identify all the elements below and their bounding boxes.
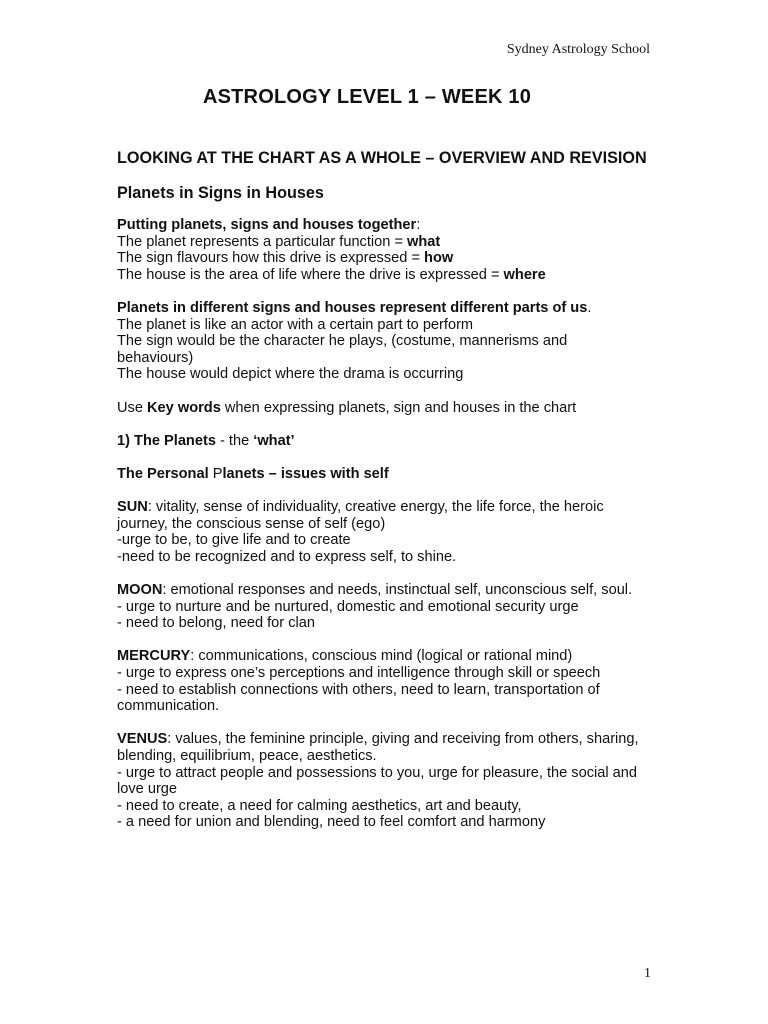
page-title: ASTROLOGY LEVEL 1 – WEEK 10 [202, 86, 532, 108]
different-parts-block [117, 300, 647, 383]
list-item: - a need for union and blending, need to feel comfort and harmony [117, 814, 546, 831]
list-item: The house is the area of life where the drive is expressed = where [117, 266, 546, 283]
different-parts-heading: Planets in different signs and houses represent different parts of us. [117, 299, 592, 316]
planet-entry-venus: VENUS: values, the feminine principle, giving and receiving from others, sharing, blending, equilibrium, peace, aesthetics. - urge to attract people and possessions to you, urge for pleasure, the social and love urge - need to create, a need for calming aesthetics, art and beauty, - a need for union and blending, need to feel comfort and harmony [117, 731, 647, 831]
page-number: 1 [644, 966, 651, 981]
document-body [117, 149, 647, 848]
putting-together-label: Putting planets, signs and houses together [117, 217, 417, 233]
list-item: - urge to express one’s perceptions and intelligence through skill or speech [117, 665, 601, 682]
personal-planets-heading: The Personal Planets – issues with self [117, 465, 389, 482]
list-item: The house would depict where the drama is occurring [117, 366, 464, 383]
list-item: The planet is like an actor with a certain part to perform [117, 316, 474, 333]
planets-heading: 1) The Planets - the ‘what’ [117, 432, 295, 449]
list-item: - urge to attract people and possessions to you, urge for pleasure, the social and love urge [117, 764, 638, 798]
planet-name: SUN [117, 499, 148, 516]
list-item: - need to establish connections with others, need to learn, transportation of communication. [117, 681, 600, 715]
list-item: -urge to be, to give life and to create [117, 532, 351, 549]
list-item: - need to belong, need for clan [117, 615, 315, 632]
list-item: The planet represents a particular function = what [117, 233, 441, 250]
planet-name: VENUS [117, 731, 168, 748]
list-item: -need to be recognized and to express self, to shine. [117, 548, 457, 565]
document-header: Sydney Astrology School [506, 42, 650, 57]
section-heading: LOOKING AT THE CHART AS A WHOLE – OVERVIEW AND REVISION [117, 149, 647, 167]
putting-together-block [117, 217, 647, 283]
planet-entry-moon: MOON: emotional responses and needs, instinctual self, unconscious self, soul. - urge to nurture and be nurtured, domestic and emotional security urge - need to belong, need for clan [117, 582, 647, 632]
list-item: - need to create, a need for calming aesthetics, art and beauty, [117, 797, 522, 814]
putting-together-heading: Putting planets, signs and houses together: [117, 217, 421, 233]
list-item: The sign would be the character he plays, (costume, mannerisms and behaviours) [117, 333, 568, 366]
list-item: The sign flavours how this drive is expressed = how [117, 250, 454, 267]
planet-name: MERCURY [117, 648, 191, 665]
planet-entry-sun: SUN: vitality, sense of individuality, creative energy, the life force, the heroic journey, the conscious sense of self (ego) -urge to be, to give life and to create -need to be recognized and to express self, to shine. [117, 499, 647, 565]
planet-name: MOON [117, 582, 163, 599]
planet-entry-mercury: MERCURY: communications, conscious mind (logical or rational mind) - urge to express one’s perceptions and intelligence through skill or speech - need to establish connections with others, need to learn, transportation of communication. [117, 648, 647, 714]
keywords-line: Use Key words when expressing planets, sign and houses in the chart [117, 399, 577, 416]
list-item: - urge to nurture and be nurtured, domestic and emotional security urge [117, 598, 579, 615]
subheading: Planets in Signs in Houses [117, 184, 324, 202]
